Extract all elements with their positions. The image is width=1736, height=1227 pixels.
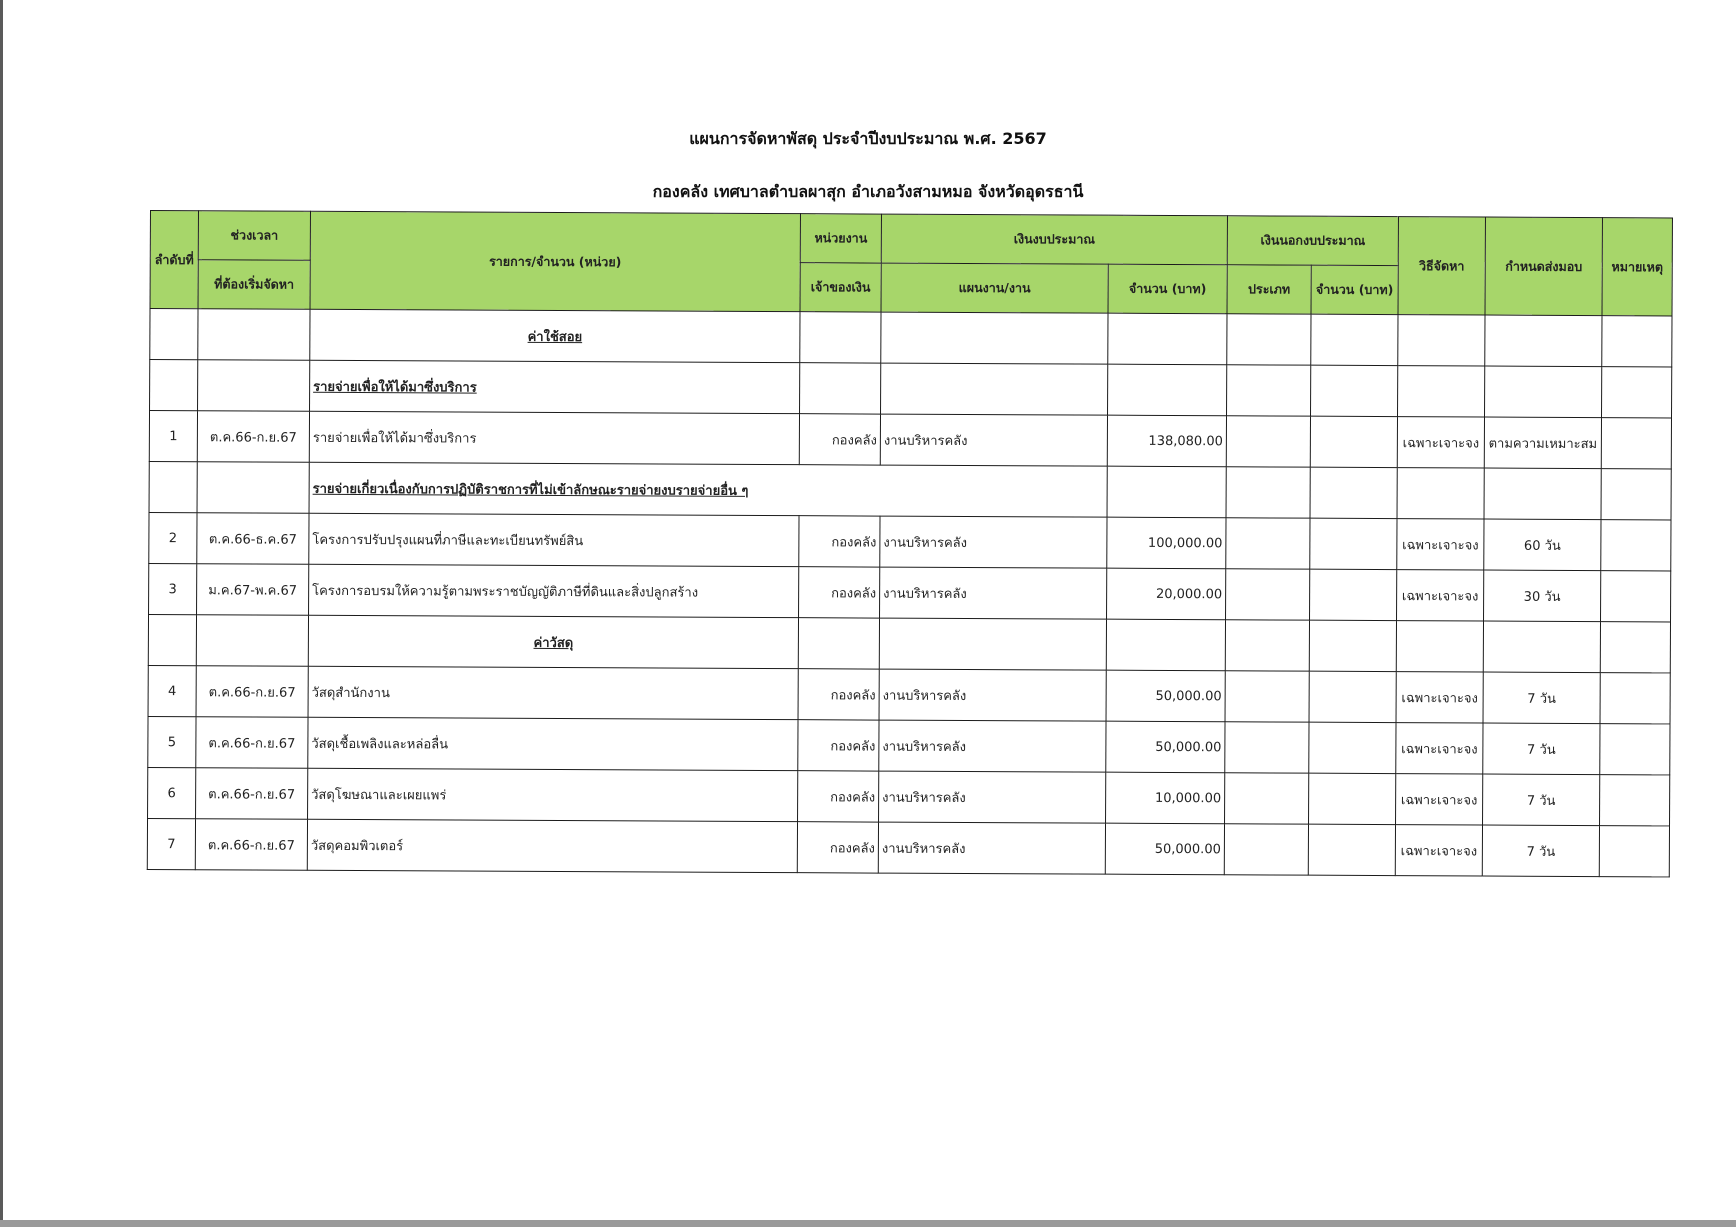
row-period: ม.ค.67-พ.ค.67	[197, 564, 309, 616]
header-offbudget-type: ประเภท	[1227, 265, 1311, 314]
table-header	[150, 211, 1672, 316]
row-delivery: ตามความเหมาะสม	[1484, 417, 1601, 469]
row-period: ต.ค.66-ก.ย.67	[196, 768, 308, 820]
row-item: รายจ่ายเพื่อให้ได้มาซึ่งบริการ	[309, 411, 799, 464]
header-unit-bottom: เจ้าของเงิน	[800, 263, 881, 312]
row-no: 1	[149, 411, 197, 462]
scan-bottom-edge	[0, 1220, 1736, 1227]
table-row	[148, 767, 1670, 825]
row-delivery: 7 วัน	[1483, 672, 1600, 724]
procurement-plan-table	[147, 210, 1673, 877]
row-method: เฉพาะเจาะจง	[1397, 417, 1484, 468]
header-budget: เงินงบประมาณ	[881, 214, 1227, 265]
row-amount: 20,000.00	[1107, 568, 1226, 620]
row-delivery: 7 วัน	[1483, 774, 1600, 826]
row-amount: 10,000.00	[1106, 772, 1225, 824]
row-method: เฉพาะเจาะจง	[1397, 519, 1484, 570]
row-plan: งานบริหารคลัง	[879, 720, 1106, 772]
row-period: ต.ค.66-ก.ย.67	[196, 666, 308, 718]
header-unit-top: หน่วยงาน	[800, 214, 881, 263]
row-unit: กองคลัง	[798, 669, 879, 720]
subsection-title: รายจ่ายเพื่อให้ได้มาซึ่งบริการ	[310, 360, 800, 413]
header-remark: หมายเหตุ	[1602, 218, 1672, 316]
row-no: 7	[147, 818, 195, 869]
header-item: รายการ/จำนวน (หน่วย)	[310, 211, 800, 311]
row-unit: กองคลัง	[798, 771, 879, 822]
row-item: วัสดุสำนักงาน	[308, 666, 798, 719]
subsection-row	[150, 360, 1672, 418]
header-seq: ลำดับที่	[150, 211, 198, 309]
row-plan: งานบริหารคลัง	[879, 771, 1106, 823]
row-method: เฉพาะเจาะจง	[1396, 672, 1483, 723]
row-plan: งานบริหารคลัง	[878, 822, 1105, 874]
row-delivery: 60 วัน	[1484, 519, 1601, 571]
row-unit: กองคลัง	[797, 822, 878, 873]
header-offbudget: เงินนอกงบประมาณ	[1227, 216, 1398, 266]
row-item: วัสดุเชื้อเพลิงและหล่อลื่น	[308, 717, 798, 770]
table-row	[149, 512, 1671, 570]
subsection-title: รายจ่ายเกี่ยวเนื่องกับการปฏิบัติราชการที่ไม่เข้าลักษณะรายจ่ายงบรายจ่ายอื่น ๆ	[309, 462, 1107, 517]
header-budget-amount: จำนวน (บาท)	[1108, 264, 1227, 314]
table-row	[148, 716, 1670, 774]
row-method: เฉพาะเจาะจง	[1397, 570, 1484, 621]
row-unit: กองคลัง	[798, 720, 879, 771]
row-amount: 50,000.00	[1105, 823, 1224, 875]
section-title: ค่าใช้สอย	[310, 309, 800, 362]
row-no: 4	[148, 665, 196, 716]
section-row	[148, 614, 1670, 672]
row-no: 5	[148, 716, 196, 767]
header-period-top: ช่วงเวลา	[198, 211, 310, 261]
row-plan: งานบริหารคลัง	[879, 669, 1106, 721]
row-plan: งานบริหารคลัง	[880, 567, 1107, 619]
row-period: ต.ค.66-ก.ย.67	[197, 411, 309, 463]
section-title: ค่าวัสดุ	[308, 615, 798, 668]
table-row	[147, 818, 1669, 876]
row-period: ต.ค.66-ธ.ค.67	[197, 513, 309, 565]
row-amount: 50,000.00	[1106, 670, 1225, 722]
row-item: วัสดุคอมพิวเตอร์	[307, 819, 797, 872]
row-no: 2	[149, 512, 197, 563]
row-method: เฉพาะเจาะจง	[1396, 723, 1483, 774]
table-row	[148, 665, 1670, 723]
header-offbudget-amount: จำนวน (บาท)	[1311, 265, 1398, 314]
header-delivery: กำหนดส่งมอบ	[1485, 217, 1602, 316]
row-item: วัสดุโฆษณาและเผยแพร่	[308, 768, 798, 821]
row-method: เฉพาะเจาะจง	[1395, 825, 1482, 876]
row-amount: 138,080.00	[1107, 415, 1226, 467]
subsection-row	[149, 461, 1671, 519]
row-plan: งานบริหารคลัง	[880, 414, 1107, 466]
row-period: ต.ค.66-ก.ย.67	[195, 819, 307, 871]
row-unit: กองคลัง	[799, 414, 880, 465]
row-delivery: 30 วัน	[1484, 570, 1601, 622]
document-subtitle: กองคลัง เทศบาลตำบลผาสุก อำเภอวังสามหมอ จังหวัดอุดรธานี	[652, 182, 1084, 201]
row-item: โครงการปรับปรุงแผนที่ภาษีและทะเบียนทรัพย์สิน	[309, 513, 799, 566]
row-unit: กองคลัง	[799, 567, 880, 618]
header-period-bottom: ที่ต้องเริ่มจัดหา	[198, 260, 310, 310]
row-method: เฉพาะเจาะจง	[1396, 774, 1483, 825]
section-row	[150, 309, 1672, 367]
row-amount: 100,000.00	[1107, 517, 1226, 569]
row-period: ต.ค.66-ก.ย.67	[196, 717, 308, 769]
document-title: แผนการจัดหาพัสดุ ประจำปีงบประมาณ พ.ศ. 2567	[689, 129, 1047, 148]
row-amount: 50,000.00	[1106, 721, 1225, 773]
row-delivery: 7 วัน	[1483, 723, 1600, 775]
row-delivery: 7 วัน	[1482, 825, 1599, 877]
header-budget-plan: แผนงาน/งาน	[881, 263, 1108, 313]
table-body	[147, 309, 1672, 877]
row-no: 3	[149, 563, 197, 614]
header-method: วิธีจัดหา	[1398, 217, 1485, 315]
row-unit: กองคลัง	[799, 516, 880, 567]
table-row	[149, 411, 1671, 469]
row-no: 6	[148, 767, 196, 818]
table-row	[149, 563, 1671, 621]
row-plan: งานบริหารคลัง	[880, 516, 1107, 568]
row-item: โครงการอบรมให้ความรู้ตามพระราชบัญญัติภาษีที่ดินและสิ่งปลูกสร้าง	[309, 564, 799, 617]
